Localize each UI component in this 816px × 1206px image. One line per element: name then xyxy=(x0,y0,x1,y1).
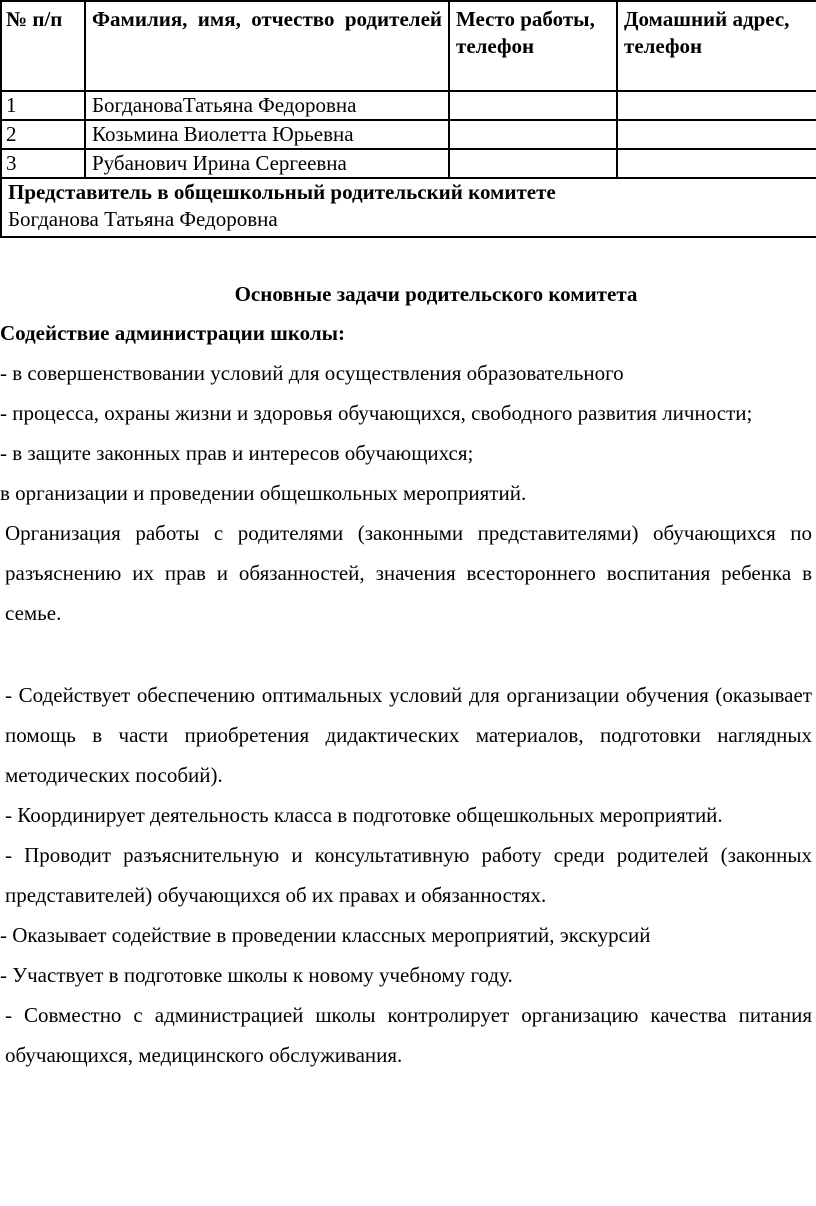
paragraph-spacer xyxy=(0,633,812,675)
representative-title: Представитель в общешкольный родительский комитете xyxy=(8,180,556,204)
row-number: 2 xyxy=(1,120,85,149)
paragraph: - Оказывает содействие в проведении классных мероприятий, экскурсий xyxy=(0,923,651,947)
paragraph: в организации и проведении общешкольных мероприятий. xyxy=(0,481,527,505)
section-heading: Основные задачи родительского комитета xyxy=(234,282,638,306)
paragraph: - Координирует деятельность класса в подготовке общешкольных мероприятий. xyxy=(5,803,723,827)
paragraph: - Проводит разъяснительную и консультативную работу среди родителей (законных представителей) обучающихся об их правах и обязанностях. xyxy=(5,843,812,907)
paragraph: - Совместно с администрацией школы контролирует организацию качества питания обучающихся, медицинского обслуживания. xyxy=(5,1003,812,1067)
paragraph: - в совершенствовании условий для осуществления образовательного xyxy=(0,361,624,385)
representative-name: Богданова Татьяна Федоровна xyxy=(8,207,278,231)
parents-committee-table xyxy=(0,0,816,238)
header-full-name: Фамилия, имя, отчество родителей xyxy=(85,1,449,91)
representative-row xyxy=(1,178,816,237)
row-home xyxy=(617,149,816,178)
table-header-row xyxy=(1,1,816,91)
row-work xyxy=(449,149,617,178)
paragraph: - в защите законных прав и интересов обучающихся; xyxy=(0,441,474,465)
row-work xyxy=(449,120,617,149)
header-workplace: Место работы, телефон xyxy=(449,1,617,91)
header-number: № п/п xyxy=(1,1,85,91)
row-home xyxy=(617,120,816,149)
paragraph: - Участвует в подготовке школы к новому учебному году. xyxy=(0,963,513,987)
header-home-address: Домашний адрес, телефон xyxy=(617,1,816,91)
table-row xyxy=(1,149,816,178)
document-body xyxy=(0,275,812,1075)
table-row xyxy=(1,91,816,120)
paragraph: - Содействует обеспечению оптимальных условий для организации обучения (оказывает помощь в части приобретения дидактических материалов, подготовки наглядных методических пособий). xyxy=(5,683,812,787)
row-name: БогдановаТатьяна Федоровна xyxy=(85,91,449,120)
row-name: Рубанович Ирина Сергеевна xyxy=(85,149,449,178)
row-work xyxy=(449,91,617,120)
paragraph: - процесса, охраны жизни и здоровья обучающихся, свободного развития личности; xyxy=(0,401,753,425)
row-home xyxy=(617,91,816,120)
row-number: 1 xyxy=(1,91,85,120)
section-subheading: Содействие администрации школы: xyxy=(0,321,346,345)
paragraph: Организация работы с родителями (законными представителями) обучающихся по разъяснению их прав и обязанностей, значения всестороннего воспитания ребенка в семье. xyxy=(5,521,812,625)
representative-cell xyxy=(1,178,816,237)
row-number: 3 xyxy=(1,149,85,178)
table-row xyxy=(1,120,816,149)
row-name: Козьмина Виолетта Юрьевна xyxy=(85,120,449,149)
